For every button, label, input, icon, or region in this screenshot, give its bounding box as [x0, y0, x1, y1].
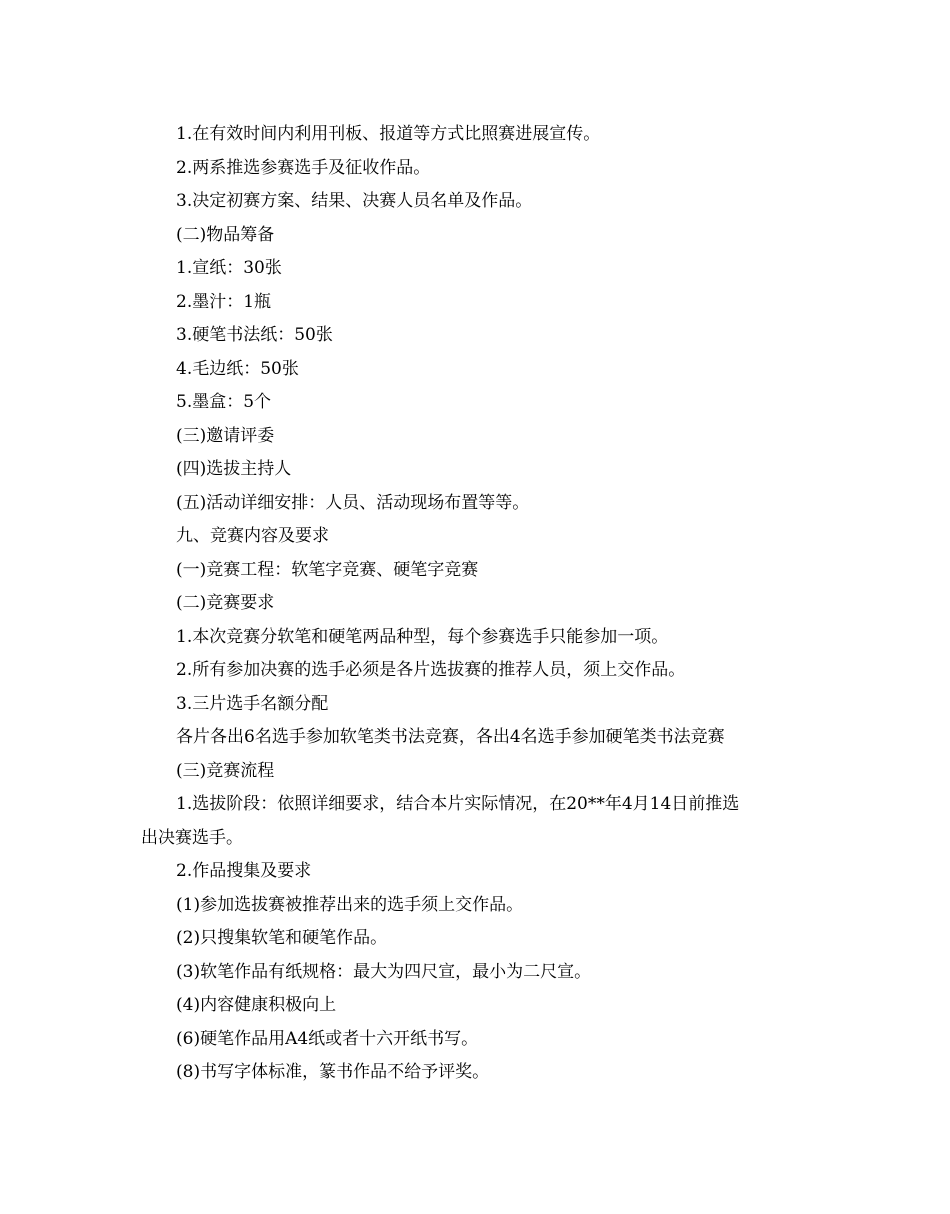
text-line: (4)内容健康积极向上 [176, 995, 337, 1015]
section-heading: (三)竞赛流程 [176, 760, 275, 781]
section-heading: (一)竞赛工程：软笔字竞赛、硬笔字竞赛 [176, 559, 479, 580]
section-heading: (二)物品筹备 [176, 224, 275, 245]
section-heading: (二)竞赛要求 [176, 593, 275, 613]
section-heading: (三)邀请评委 [176, 425, 275, 446]
text-line: 3.三片选手名额分配 [176, 693, 329, 714]
text-line: 1.选拔阶段：依照详细要求，结合本片实际情况，在20**年4月14日前推选 [176, 794, 740, 814]
text-line: (8)书写字体标准，篆书作品不给予评奖。 [176, 1062, 490, 1082]
text-line: 2.所有参加决赛的选手必须是各片选拔赛的推荐人员，须上交作品。 [176, 660, 686, 680]
section-heading: (四)选拔主持人 [176, 459, 292, 479]
text-line: 2.作品搜集及要求 [176, 861, 312, 881]
document-body [141, 118, 821, 1090]
text-line: 1.宣纸：30张 [176, 258, 282, 278]
chapter-heading: 九、竞赛内容及要求 [176, 526, 329, 546]
text-line: (1)参加选拔赛被推荐出来的选手须上交作品。 [176, 894, 524, 915]
text-line-continuation: 出决赛选手。 [141, 827, 243, 848]
text-line: 各片各出6名选手参加软笔类书法竞赛，各出4名选手参加硬笔类书法竞赛 [176, 727, 725, 747]
text-line: 1.本次竞赛分软笔和硬笔两品种型，每个参赛选手只能参加一项。 [176, 626, 669, 647]
text-line: 3.硬笔书法纸：50张 [176, 325, 333, 345]
section-heading: (五)活动详细安排：人员、活动现场布置等等。 [176, 492, 530, 513]
text-line: 2.墨汁：1瓶 [176, 291, 272, 312]
text-line: 4.毛边纸：50张 [176, 358, 299, 379]
text-line: (6)硬笔作品用A4纸或者十六开纸书写。 [176, 1028, 479, 1049]
text-line: 1.在有效时间内利用刊板、报道等方式比照赛进展宣传。 [176, 124, 601, 144]
text-line: (3)软笔作品有纸规格：最大为四尺宣，最小为二尺宣。 [176, 961, 592, 982]
text-line: (2)只搜集软笔和硬笔作品。 [176, 928, 388, 948]
text-line: 5.墨盒：5个 [176, 392, 272, 412]
text-line: 2.两系推选参赛选手及征收作品。 [176, 157, 431, 178]
text-line: 3.决定初赛方案、结果、决赛人员名单及作品。 [176, 191, 533, 211]
